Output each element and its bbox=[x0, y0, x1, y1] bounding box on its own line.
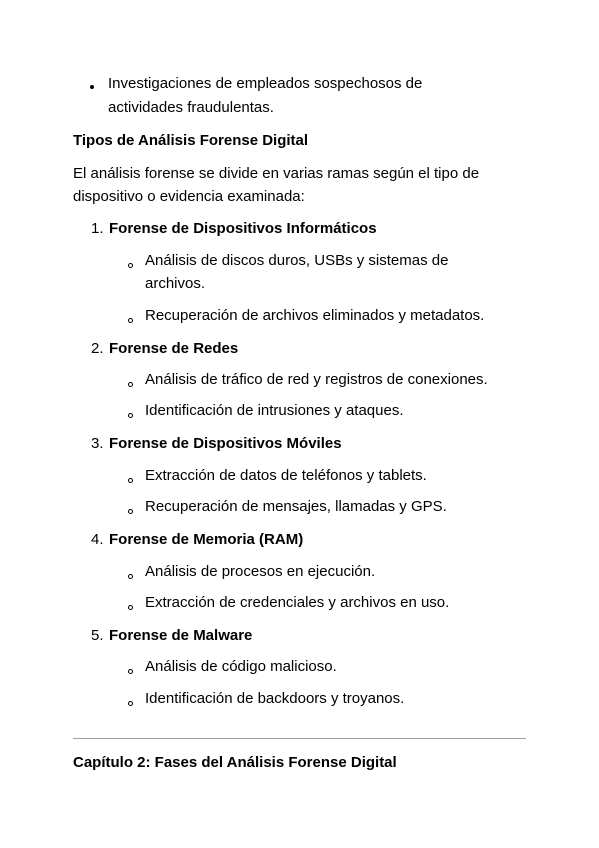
circle-bullet-icon bbox=[128, 318, 133, 323]
list-item-number: 3. bbox=[91, 435, 104, 452]
sub-item-line-1: Identificación de backdoors y troyanos. bbox=[145, 690, 405, 707]
section-heading: Tipos de Análisis Forense Digital bbox=[73, 132, 309, 149]
sub-item-line-1: Identificación de intrusiones y ataques. bbox=[145, 402, 404, 419]
list-item-title: Forense de Redes bbox=[109, 340, 239, 357]
list-item-number: 2. bbox=[91, 340, 104, 357]
circle-bullet-icon bbox=[128, 382, 133, 387]
circle-bullet-icon bbox=[128, 263, 133, 268]
intro-bullet-line-2: actividades fraudulentas. bbox=[108, 99, 274, 116]
circle-bullet-icon bbox=[128, 413, 133, 418]
list-item-title: Forense de Dispositivos Informáticos bbox=[109, 220, 377, 237]
intro-bullet-line-1: Investigaciones de empleados sospechosos de bbox=[108, 75, 423, 92]
sub-item-line-1: Análisis de discos duros, USBs y sistemas de bbox=[145, 252, 449, 269]
bullet-dot-icon bbox=[90, 85, 94, 89]
sub-item-line-2: archivos. bbox=[145, 275, 206, 292]
circle-bullet-icon bbox=[128, 669, 133, 674]
sub-item-line-1: Análisis de procesos en ejecución. bbox=[145, 563, 376, 580]
paragraph-line-1: El análisis forense se divide en varias ramas según el tipo de bbox=[73, 165, 480, 182]
circle-bullet-icon bbox=[128, 509, 133, 514]
circle-bullet-icon bbox=[128, 605, 133, 610]
chapter-heading: Capítulo 2: Fases del Análisis Forense Digital bbox=[73, 754, 397, 771]
sub-item-line-1: Análisis de tráfico de red y registros de conexiones. bbox=[145, 371, 488, 388]
list-item-number: 4. bbox=[91, 531, 104, 548]
circle-bullet-icon bbox=[128, 574, 133, 579]
horizontal-divider bbox=[73, 738, 526, 739]
sub-item-line-1: Extracción de credenciales y archivos en uso. bbox=[145, 594, 450, 611]
list-item-number: 5. bbox=[91, 627, 104, 644]
circle-bullet-icon bbox=[128, 478, 133, 483]
list-item-title: Forense de Dispositivos Móviles bbox=[109, 435, 342, 452]
circle-bullet-icon bbox=[128, 701, 133, 706]
list-item-title: Forense de Memoria (RAM) bbox=[109, 531, 304, 548]
sub-item-line-1: Análisis de código malicioso. bbox=[145, 658, 337, 675]
sub-item-line-1: Recuperación de mensajes, llamadas y GPS. bbox=[145, 498, 447, 515]
sub-item-line-1: Extracción de datos de teléfonos y tablets. bbox=[145, 467, 427, 484]
paragraph-line-2: dispositivo o evidencia examinada: bbox=[73, 188, 305, 205]
list-item-number: 1. bbox=[91, 220, 104, 237]
list-item-title: Forense de Malware bbox=[109, 627, 253, 644]
sub-item-line-1: Recuperación de archivos eliminados y metadatos. bbox=[145, 307, 485, 324]
